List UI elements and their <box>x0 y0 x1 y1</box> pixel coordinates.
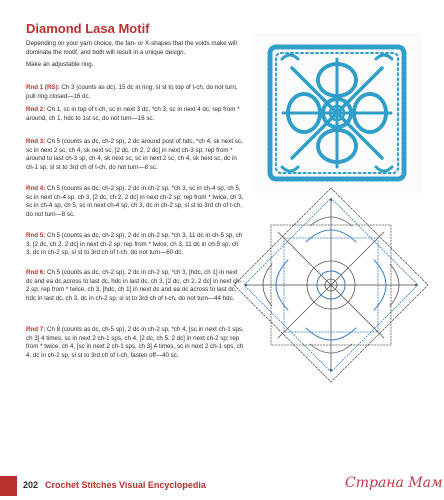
round-text: Ch 5 (counts as dc, ch-2 sp), 2 dc in ch-2 sp, *ch 3, sc in ch-4 sp, ch 5, sc in next ch-4 sp, ch 3, [2 dc, ch 2, 2 dc] in next ch-2 sp; rep from * twice, ch 3, sc in ch-4 sp, ch 5, sc in next ch-4 sp, ch 3, dc in ch-2 sp, sl st to 3rd ch of t-ch, do not turn—8 sc. <box>26 185 244 218</box>
round-label: Rnd 1 (RS): <box>26 84 60 91</box>
round-text: Ch 8 (counts as dc, ch-5 sp), 2 dc in ch-2 sp, *ch 4, [sc in next ch-1 sps, ch 3] 4 times, sc in next 2 ch-1 sps, ch 4, [2 dc, ch 5, 2 dc] in next ch-2 sp; rep from * twice, ch 4, [sc in next 2 ch-1 sps, ch 3] 4 times, sc in next 2 ch-1 sps, ch 4, dc in ch-2 sp, sl st to 3rd ch of t-ch, fasten off—40 sc. <box>26 326 244 359</box>
round-label: Rnd 4: <box>26 185 46 192</box>
page-title: Diamond Lasa Motif <box>26 21 150 36</box>
round-label: Rnd 7: <box>26 326 46 333</box>
round-text: Ch 5 (counts as dc, ch-2 sp), 2 dc around post of hdc, *ch 4, sk next sc, sc in next 2 sc, ch 4, sk next sc, [2 dc, ch 2, 2 dc] in next ch-3 sp; rep from * around to last ch-3 sp, ch 4, sk next sc, sc in next 2 sc, ch 4, sk next sc, dc in ch-1 sp, sl st to 3rd ch of t-ch, do not turn—8 sc. <box>26 138 243 171</box>
round-1 <box>26 84 244 101</box>
page-number: 202 <box>23 480 39 490</box>
round-3 <box>26 138 244 172</box>
round-5 <box>26 232 244 258</box>
round-text: Ch 5 (counts as dc, ch-2 sp), 2 dc in ch-2 sp, *ch 3, [hdc, ch 1] in next dc and ea dc across to last dc, hdc in last dc, ch 3, [2 dc, ch 2, 2 dc] in next ch-2 sp; rep from * twice, ch 3, [hdc, ch 1] in next dc and ea dc across to last dc, hdc in last dc, ch 3, dc in ch-2 sp, sl st to 3rd ch of t-ch, do not turn—44 hdc. <box>26 269 242 302</box>
round-label: Rnd 3: <box>26 138 46 145</box>
intro-text <box>26 40 241 70</box>
round-text: Ch 1, sc in top of t-ch, sc in next 3 dc, *ch 3, sc in next 4 dc; rep from * around, ch 1, hdc to 1st sc, do not turn—16 sc. <box>26 106 240 122</box>
round-label: Rnd 2: <box>26 106 46 113</box>
round-label: Rnd 6: <box>26 269 46 276</box>
round-7 <box>26 326 244 360</box>
watermark: Страна Мам <box>345 475 443 491</box>
round-2 <box>26 106 244 123</box>
start-instruction: Make an adjustable ring. <box>26 61 94 69</box>
round-text: Ch 3 (counts as dc), 15 dc in ring, sl st to top of t-ch, do not turn, pull ring closed—16 dc. <box>26 84 238 100</box>
round-4 <box>26 185 244 219</box>
book-title: Crochet Stitches Visual Encyclopedia <box>45 480 206 490</box>
round-text: Ch 5 (counts as dc, ch-2 sp), 2 dc in ch-2 sp, *ch 3, 11 dc in ch-5 sp, ch 3, [2 dc, ch 2, 2 dc] in next ch-2 sp; rep from * twice, ch 3, 11 dc in ch-5 sp, ch 3, dc in ch-2 sp, sl st to 3rd ch of t-ch, do not turn—60 dc. <box>26 232 243 257</box>
footer-accent-bar <box>0 476 17 496</box>
intro-paragraph: Depending on your yarn choice, the fan- or X-shapes that the voids make will dominate the motif, and both will result in a unique design. <box>26 40 237 56</box>
crochet-chart-diagram <box>226 180 436 390</box>
round-6 <box>26 269 244 303</box>
motif-photo <box>252 33 422 193</box>
round-label: Rnd 5: <box>26 232 46 239</box>
